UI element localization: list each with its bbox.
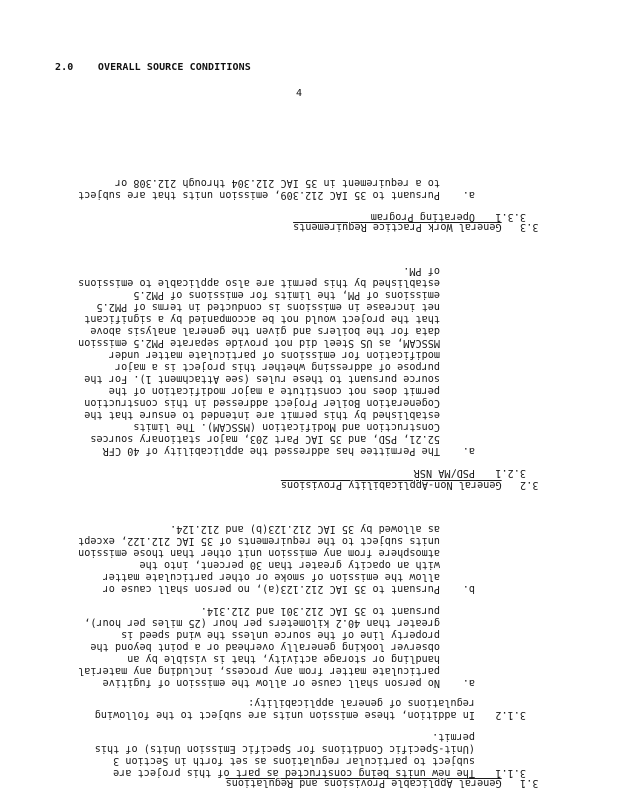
item-b-line: allow the emission of smoke or other particulate matter	[102, 571, 440, 582]
section-3-3-title: General Work Practice Requirements	[293, 221, 502, 232]
psd-item-a-line: data for the boilers and given the general analysis above	[90, 325, 440, 336]
section-3-2-number: 3.2	[520, 479, 539, 490]
item-b-line: as allowed by 35 IAC 212.123(b) and 212.124.	[170, 523, 440, 534]
item-b-letter: b.	[462, 583, 475, 594]
opprog-item-a-letter: a.	[462, 189, 475, 200]
item-b-line: units subject to the requirements of 35 IAC 212.122, except	[78, 535, 440, 546]
sub-3-1-2-number: 3.1.2	[495, 709, 526, 720]
psd-item-a-line: MSSCAM, as US Steel did not provide separate PM2.5 emission	[78, 337, 440, 348]
sub-3-1-1-line: permit.	[432, 731, 475, 742]
item-a-line: observer looking generally overhead or a point beyond the	[90, 641, 440, 652]
item-b-line: atmosphere from any emission unit other than those emission	[78, 547, 440, 558]
item-a-letter: a.	[462, 677, 475, 688]
section-3-3-number: 3.3	[520, 221, 539, 232]
psd-item-a-line: Construction and Modification (MSSCAM). The limits	[133, 421, 440, 432]
section-heading-number: 2.0	[55, 62, 74, 73]
item-a-line: particulate matter from any process, including any material	[78, 665, 440, 676]
opprog-item-a-line: to a requirement in 35 IAC 212.304 through 212.308 or	[114, 177, 440, 188]
sub-3-1-1-line: The new units being constructed as part of this project are	[113, 767, 475, 778]
item-b-line: with an opacity greater than 30 percent, into the	[139, 559, 440, 570]
opprog-item-a-line: Pursuant to 35 IAC 212.309, emission units that are subject	[78, 189, 440, 200]
sub-3-2-1-number: 3.2.1	[495, 467, 526, 478]
psd-item-a-line: established by this permit are intended to ensure that the	[84, 409, 440, 420]
sub-3-2-1-title: PSD/MA NSR	[413, 467, 475, 478]
sub-3-1-1-number: 3.1.1	[495, 767, 526, 778]
psd-item-a-line: 52.21, PSD, and 35 IAC Part 203, major stationary sources	[90, 433, 440, 444]
psd-item-a-letter: a.	[462, 445, 475, 456]
sub-3-3-1-number: 3.3.1	[495, 211, 526, 222]
item-a-line: property line of the source unless the wind speed is	[121, 629, 440, 640]
psd-item-a-line: emissions of PM, the limits for emissions of PM2.5	[133, 289, 440, 300]
psd-item-a-line: of PM.	[403, 265, 440, 276]
item-a-line: pursuant to 35 IAC 212.301 and 212.314.	[200, 605, 440, 616]
item-a-line: No person shall cause or allow the emission of fugitive	[102, 677, 440, 688]
section-3-2-title: General Non-Applicability Provisions	[280, 479, 502, 490]
psd-item-a-line: that the project would not be accompanied by a significant	[84, 313, 440, 324]
sub-3-1-1-line: subject to particular regulations as set forth in Section 3	[113, 755, 475, 766]
psd-item-a-line: purpose of addressing whether this project is a major	[114, 361, 440, 372]
psd-item-a-line: permit does not constitute a major modification of the	[108, 385, 440, 396]
sub-3-1-2-line: In addition, these emission units are subject to the following	[94, 709, 475, 720]
section-3-1-number: 3.1	[520, 777, 539, 788]
page-mark: 4	[296, 88, 303, 99]
item-a-line: greater than 40.2 kilometers per hour (25 miles per hour),	[84, 617, 440, 628]
psd-item-a-line: Cogeneration Boiler Project addressed in this construction	[84, 397, 440, 408]
sub-3-1-1-line: (Unit-Specific Conditions for Specific Emission Units) of this	[94, 743, 475, 754]
psd-item-a-line: net increase in emissions is conducted in terms of PM2.5	[96, 301, 440, 312]
section-3-1-title: General Applicable Provisions and Regulations	[225, 777, 502, 788]
psd-item-a-line: source pursuant to these rules (see Attachment 1). For the	[84, 373, 440, 384]
item-a-line: handling or storage activity, that is visible by an	[127, 653, 440, 664]
psd-item-a-line: established by this permit are also applicable to emissions	[78, 277, 440, 288]
item-b-line: Pursuant to 35 IAC 212.123(a), no person shall cause or	[102, 583, 440, 594]
psd-item-a-line: modification for emissions of particulate matter under	[108, 349, 440, 360]
sub-3-3-1-title: Operating Program	[370, 211, 475, 222]
sub-3-1-2-line: regulations of general applicability:	[248, 697, 475, 708]
psd-item-a-line: The Permittee has addressed the applicability of 40 CFR	[102, 445, 440, 456]
section-heading-title: OVERALL SOURCE CONDITIONS	[97, 62, 251, 73]
